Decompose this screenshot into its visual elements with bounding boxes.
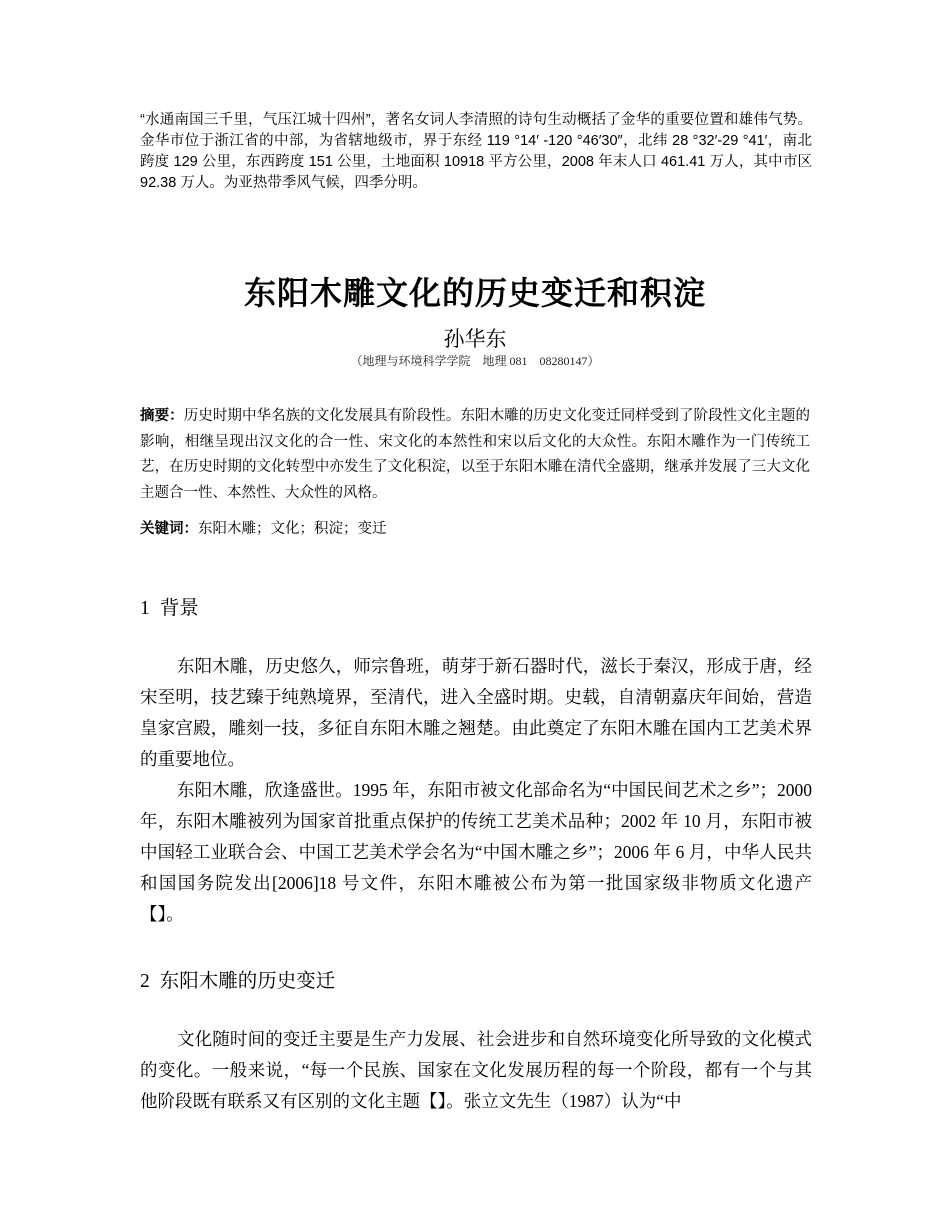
body-paragraph: 文化随时间的变迁主要是生产力发展、社会进步和自然环境变化所导致的文化模式的变化。一般来说，“每一个民族、国家在文化发展历程的每一个阶段，都有一个与其他阶段既有联系又有区别的文化主题【】。张立文先生（1987）认为“中 bbox=[140, 1029, 812, 1111]
abstract-text: 历史时期中华名族的文化发展具有阶段性。东阳木雕的历史文化变迁同样受到了阶段性文化主题的影响，相继呈现出汉文化的合一性、宋文化的本然性和宋以后文化的大众性。东阳木雕作为一门传统工艺，在历史时期的文化转型中亦发生了文化积淀，以至于东阳木雕在清代全盛期，继承并发展了三大文化主题合一性、本然性、大众性的风格。 bbox=[140, 408, 810, 501]
section-number: 1 bbox=[140, 598, 150, 619]
body-paragraph: 东阳木雕，历史悠久，师宗鲁班，萌芽于新石器时代，滋长于秦汉，形成于唐，经宋至明，技艺臻于纯熟境界，至清代，进入全盛时期。史载，自清朝嘉庆年间始，营造皇家宫殿，雕刻一技，多征自东阳木雕之翘楚。由此奠定了东阳木雕在国内工艺美术界的重要地位。 bbox=[140, 656, 812, 769]
section-heading-history bbox=[140, 965, 335, 993]
section-number: 2 bbox=[140, 971, 150, 992]
section-title: 背景 bbox=[159, 598, 199, 619]
keywords-text: 东阳木雕；文化；积淀；变迁 bbox=[198, 521, 387, 537]
intro-paragraph: “水通南国三千里，气压江城十四州”，著名女词人李清照的诗句生动概括了金华的重要位置和雄伟气势。金华市位于浙江省的中部，为省辖地级市，界于东经 119 °14′ -120 °46′30″，北纬 28 °32′-29 °41′，南北跨度 129 公里，东西跨度 151 公里，土地面积 10918 平方公里，2008 年末人口 461.41 万人，其中市区 92.38 万人。为亚热带季风气候，四季分明。 bbox=[140, 112, 812, 191]
section-heading-background bbox=[140, 592, 199, 620]
abstract-label: 摘要： bbox=[140, 408, 184, 424]
abstract bbox=[140, 404, 810, 506]
author-affiliation: （地理与环境科学学院 地理 081 08280147） bbox=[350, 354, 600, 368]
section-title: 东阳木雕的历史变迁 bbox=[159, 971, 336, 992]
paper-author: 孙华东 bbox=[443, 327, 507, 351]
body-paragraph: 东阳木雕，欣逢盛世。1995 年，东阳市被文化部命名为“中国民间艺术之乡”；2000 年，东阳木雕被列为国家首批重点保护的传统工艺美术品种；2002 年 10 月，东阳市被中国轻工业联合会、中国工艺美术学会名为“中国木雕之乡”；2006 年 6 月，中华人民共和国国务院发出[2006]18 号文件，东阳木雕被公布为第一批国家级非物质文化遗产【】。 bbox=[140, 780, 812, 924]
keywords bbox=[140, 517, 810, 542]
paper-title: 东阳木雕文化的历史变迁和积淀 bbox=[243, 275, 706, 311]
keywords-label: 关键词： bbox=[140, 521, 198, 537]
